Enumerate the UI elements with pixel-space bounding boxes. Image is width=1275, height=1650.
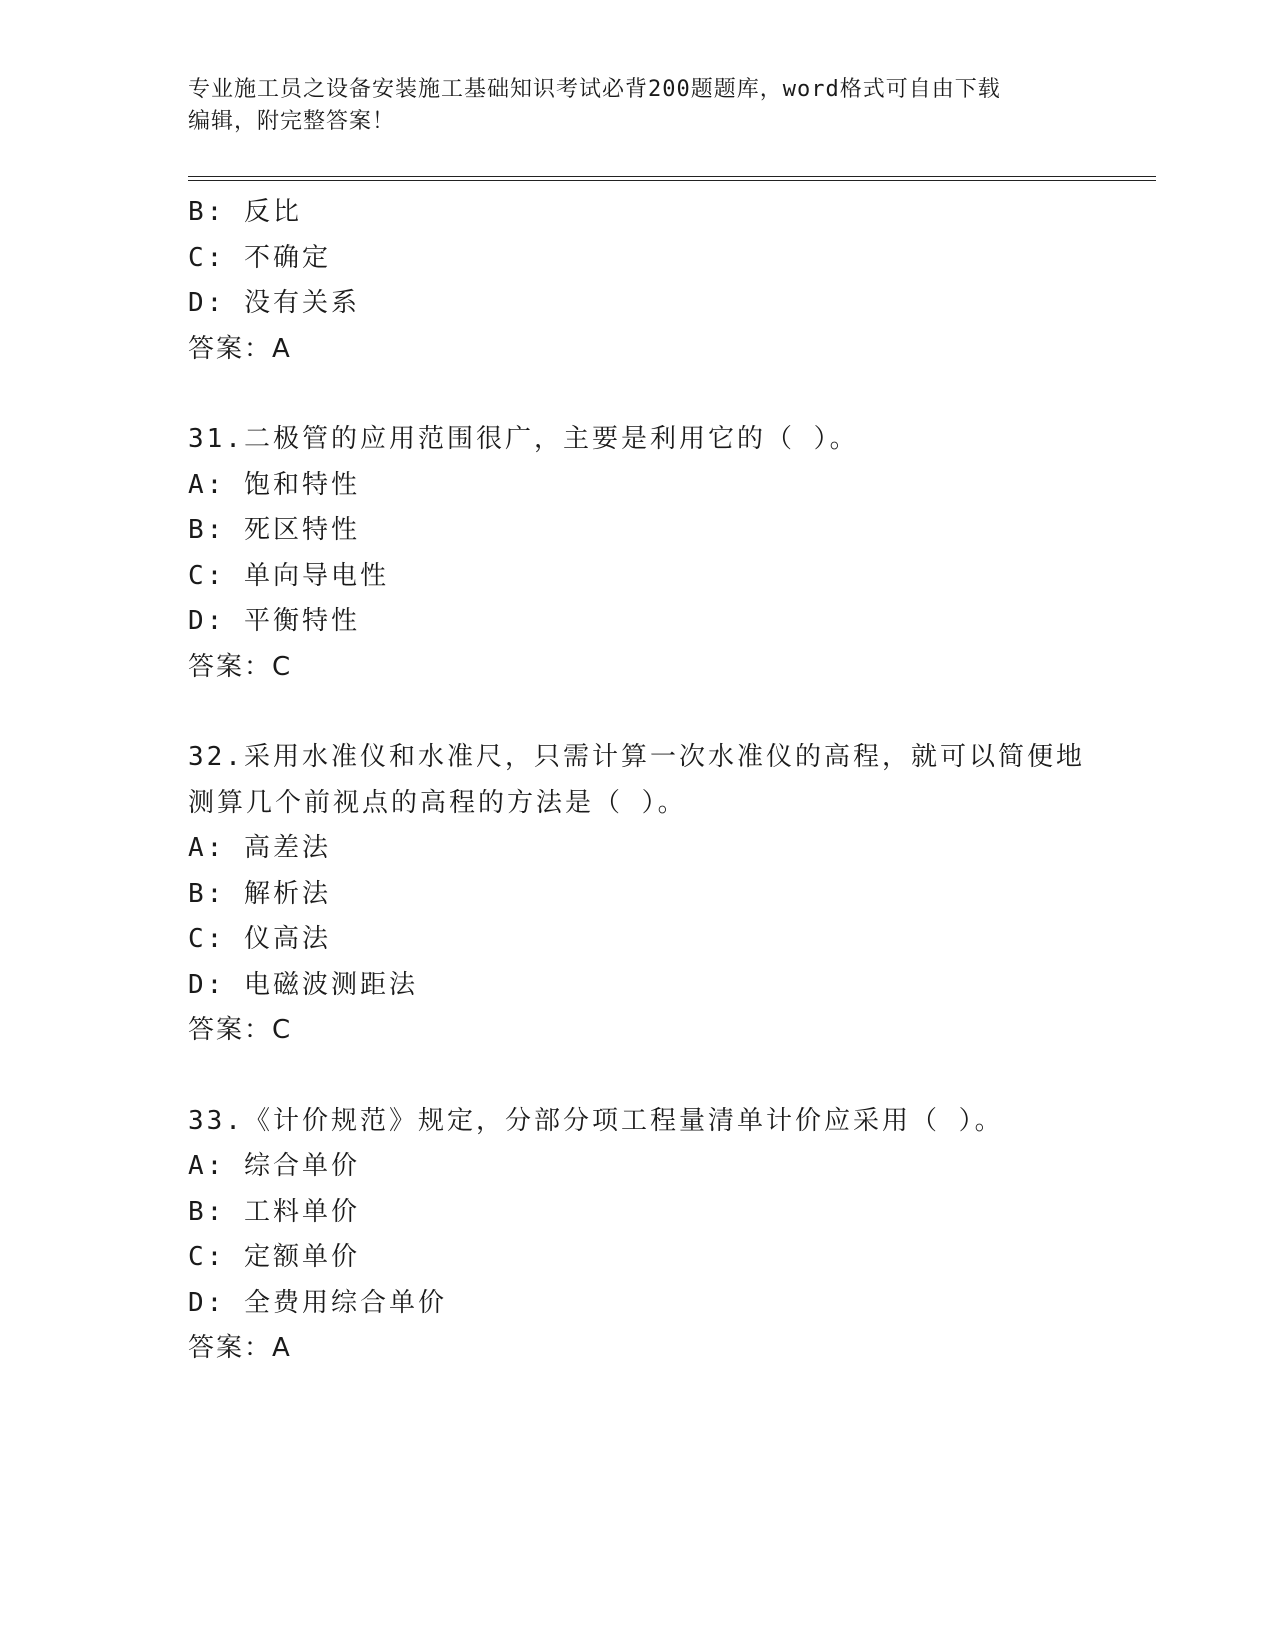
question-33: [188, 1099, 1088, 1372]
option-text: 饱和特性: [243, 469, 360, 500]
option-letter: C:: [188, 560, 226, 591]
answer-line: 答案：C: [188, 651, 293, 682]
option-c: [188, 554, 1088, 600]
option-letter: B:: [188, 515, 226, 545]
option-d: [188, 1281, 1088, 1327]
option-text: 没有关系: [243, 288, 360, 318]
spacer: [188, 372, 1088, 417]
question-list: [188, 190, 1088, 1372]
question-32: [188, 735, 1088, 1054]
option-text: 单向导电性: [243, 560, 389, 591]
option-b: [188, 508, 1088, 554]
option-text: 综合单价: [243, 1151, 360, 1181]
spacer: [188, 1054, 1088, 1099]
option-c: [188, 917, 1088, 963]
option-text: 电磁波测距法: [243, 969, 418, 1000]
option-text: 仪高法: [243, 924, 331, 954]
question-30-continuation: [188, 190, 1088, 372]
option-a: [188, 826, 1088, 872]
option-a: [188, 1144, 1088, 1190]
option-text: 高差法: [243, 833, 331, 863]
option-letter: D:: [188, 1287, 226, 1318]
option-text: 不确定: [243, 242, 331, 273]
option-text: 全费用综合单价: [243, 1287, 447, 1318]
question-stem-continued: 测算几个前视点的高程的方法是（ ）。: [188, 787, 687, 818]
header-line-1: 专业施工员之设备安装施工基础知识考试必背200题题库，word格式可自由下载: [188, 77, 1001, 102]
option-d: [188, 599, 1088, 645]
option-letter: C:: [188, 924, 226, 954]
option-a: [188, 463, 1088, 509]
option-text: 反比: [243, 197, 302, 227]
question-stem: 33.《计价规范》规定，分部分项工程量清单计价应采用（ ）。: [188, 1105, 1004, 1136]
option-d: [188, 963, 1088, 1009]
option-letter: B:: [188, 197, 226, 227]
spacer: [188, 690, 1088, 735]
option-b: [188, 872, 1088, 918]
option-text: 死区特性: [243, 515, 360, 545]
option-d: [188, 281, 1088, 327]
option-c: [188, 236, 1088, 282]
option-letter: B:: [188, 878, 226, 909]
option-letter: C:: [188, 1242, 226, 1272]
option-letter: D:: [188, 969, 226, 1000]
answer-line: 答案：A: [188, 333, 292, 364]
option-letter: B:: [188, 1196, 226, 1227]
answer-line: 答案：A: [188, 1333, 292, 1363]
question-stem: 31.二极管的应用范围很广，主要是利用它的（ ）。: [188, 424, 859, 454]
document-header: [188, 74, 1068, 138]
question-31: [188, 417, 1088, 690]
option-b: [188, 190, 1088, 236]
option-text: 解析法: [243, 878, 331, 909]
answer-line: 答案：C: [188, 1015, 293, 1045]
header-double-rule: [188, 176, 1156, 181]
question-stem: 32.采用水准仪和水准尺，只需计算一次水准仪的高程，就可以简便地: [188, 742, 1085, 772]
option-letter: A:: [188, 833, 226, 863]
option-text: 平衡特性: [243, 606, 360, 636]
option-letter: D:: [188, 288, 226, 318]
option-b: [188, 1190, 1088, 1236]
option-letter: C:: [188, 242, 226, 273]
option-text: 工料单价: [243, 1196, 360, 1227]
option-letter: A:: [188, 1151, 226, 1181]
header-line-2: 编辑，附完整答案！: [188, 109, 396, 134]
option-letter: D:: [188, 606, 226, 636]
option-text: 定额单价: [243, 1242, 360, 1272]
option-c: [188, 1235, 1088, 1281]
option-letter: A:: [188, 469, 226, 500]
